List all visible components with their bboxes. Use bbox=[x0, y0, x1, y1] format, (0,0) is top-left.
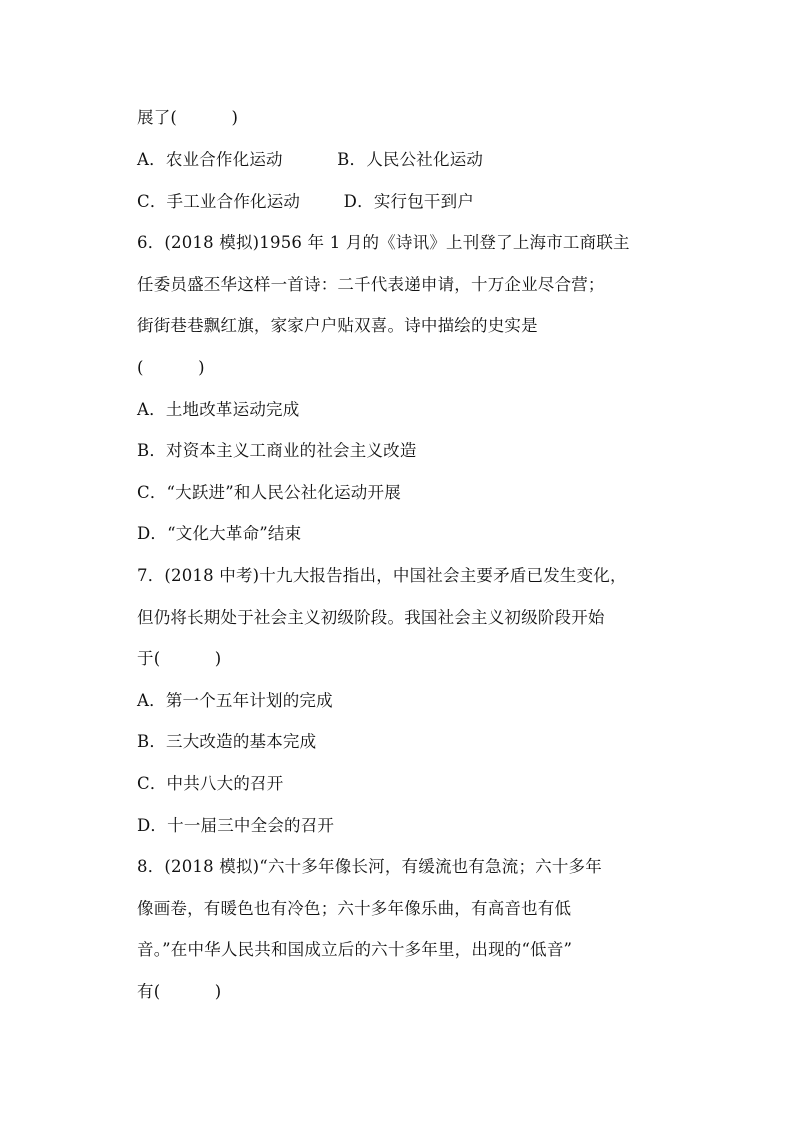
q7-option-c: C．中共八大的召开 bbox=[137, 774, 284, 793]
q6-stem-line-2: 任委员盛丕华这样一首诗：二千代表递申请，十万企业尽合营； bbox=[137, 275, 605, 294]
q7-option-b: B．三大改造的基本完成 bbox=[137, 732, 317, 751]
q5-options-ab: A．农业合作化运动 B．人民公社化运动 bbox=[137, 150, 484, 169]
q7-stem-line-1: 7．(2018 中考)十九大报告指出，中国社会主要矛盾已发生变化， bbox=[137, 566, 627, 585]
q8-stem-line-1: 8．(2018 模拟)“六十多年像长河，有缓流也有急流；六十多年 bbox=[137, 857, 602, 876]
q6-stem-line-3: 街街巷巷飘红旗，家家户户贴双喜。诗中描绘的史实是 bbox=[137, 316, 538, 335]
q8-stem-line-4: 有( ) bbox=[137, 982, 222, 1001]
q8-stem-line-3: 音。”在中华人民共和国成立后的六十多年里，出现的“低音” bbox=[137, 940, 573, 959]
q7-option-a: A．第一个五年计划的完成 bbox=[137, 691, 333, 710]
q6-option-d: D．“文化大革命”结束 bbox=[137, 524, 302, 543]
q5-stem-end: 展了( ) bbox=[137, 108, 239, 127]
q6-option-b: B．对资本主义工商业的社会主义改造 bbox=[137, 441, 417, 460]
q6-stem-line-1: 6．(2018 模拟)1956 年 1 月的《诗讯》上刊登了上海市工商联主 bbox=[137, 233, 630, 252]
q6-answer-blank: ( ) bbox=[137, 358, 205, 377]
q8-stem-line-2: 像画卷，有暖色也有冷色；六十多年像乐曲，有高音也有低 bbox=[137, 899, 572, 918]
q5-options-cd: C．手工业合作化运动 D．实行包干到户 bbox=[137, 192, 475, 211]
q7-stem-line-3: 于( ) bbox=[137, 649, 222, 668]
q6-option-a: A．土地改革运动完成 bbox=[137, 400, 300, 419]
q7-stem-line-2: 但仍将长期处于社会主义初级阶段。我国社会主义初级阶段开始 bbox=[137, 608, 605, 627]
q6-option-c: C．“大跃进”和人民公社化运动开展 bbox=[137, 483, 401, 502]
q7-option-d: D．十一届三中全会的召开 bbox=[137, 816, 335, 835]
